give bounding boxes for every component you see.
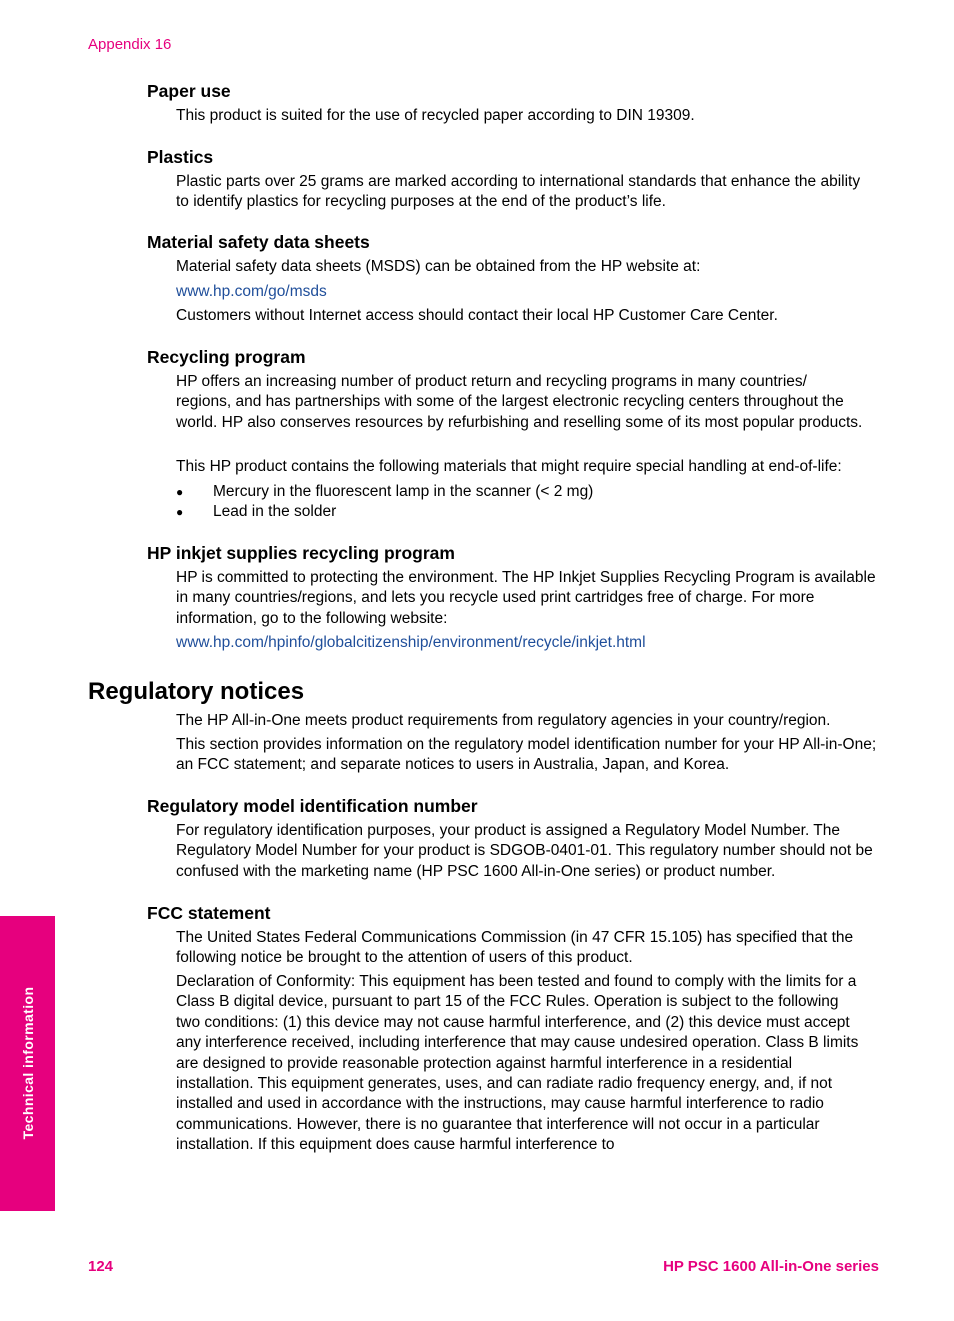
- heading-model-id: Regulatory model identification number: [147, 796, 478, 816]
- model-id-text: For regulatory identification purposes, your product is assigned a Regulatory Model Number. The Regulatory Model Number for your product is SDGOB-0401-01. This regulatory number should not be confused with the marketing name (HP PSC 1600 All-in-One series) or product number.: [176, 822, 873, 880]
- heading-regulatory-notices: Regulatory notices: [88, 678, 305, 705]
- page-number: 124: [88, 1258, 114, 1275]
- section-tab-label: Technical information: [20, 986, 36, 1140]
- recycling-materials-text: This HP product contains the following materials that might require special handling at end-of-life:: [176, 458, 842, 475]
- recycling-text: HP offers an increasing number of product return and recycling programs in many countries/ regions, and has partnerships with some of the largest electronic recycling centers throughout the world. HP also conserves resources by refurbishing and reselling some of its most popular products.: [176, 373, 863, 431]
- heading-paper-use: Paper use: [147, 81, 231, 101]
- msds-contact-text: Customers without Internet access should contact their local HP Customer Care Center.: [176, 307, 778, 324]
- list-item-text: Lead in the solder: [213, 503, 337, 520]
- inkjet-text: HP is committed to protecting the environment. The HP Inkjet Supplies Recycling Program is available in many countries/regions, and lets you recycle used print cartridges free of charge. For more information, go to the following website:: [176, 569, 876, 627]
- fcc-declaration-text: Declaration of Conformity: This equipment has been tested and found to comply with the limits for a Class B digital device, pursuant to part 15 of the FCC Rules. Operation is subject to the following two conditions: (1) this device may not cause harmful interference, and (2) this device must accept any interference received, including interference that may cause undesired operation. Class B limits are designed to provide reasonable protection against harmful interference in a residential installation. This equipment generates, uses, and can radiate radio frequency energy, and, if not installed and used in accordance with the instructions, may cause harmful interference to radio communications. However, there is no guarantee that interference will not occur in a particular installation. If this equipment does cause harmful interference to: [176, 973, 859, 1154]
- running-header: Appendix 16: [88, 36, 172, 53]
- fcc-notice-text: The United States Federal Communications Commission (in 47 CFR 15.105) has specified that the following notice be brought to the attention of users of this product.: [176, 929, 854, 967]
- inkjet-link-line: [176, 633, 888, 653]
- paper-use-text: This product is suited for the use of recycled paper according to DIN 19309.: [176, 107, 695, 124]
- footer-product-title: HP PSC 1600 All-in-One series: [663, 1258, 879, 1275]
- msds-text: Material safety data sheets (MSDS) can be obtained from the HP website at:: [176, 258, 701, 275]
- plastics-text: Plastic parts over 25 grams are marked according to international standards that enhance the ability to identify plastics for recycling purposes at the end of the product’s life.: [176, 173, 861, 211]
- heading-fcc: FCC statement: [147, 903, 271, 923]
- list-item-text: Mercury in the fluorescent lamp in the scanner (< 2 mg): [213, 483, 594, 500]
- heading-msds: Material safety data sheets: [147, 232, 370, 252]
- regulatory-scope-text: This section provides information on the regulatory model identification number for your HP All-in-One; an FCC statement; and separate notices to users in Australia, Japan, and Korea.: [176, 736, 877, 774]
- bullet-icon: ●: [176, 485, 184, 499]
- heading-inkjet-recycling: HP inkjet supplies recycling program: [147, 543, 455, 563]
- heading-plastics: Plastics: [147, 147, 214, 167]
- msds-link[interactable]: www.hp.com/go/msds: [176, 283, 327, 300]
- inkjet-link[interactable]: www.hp.com/hpinfo/globalcitizenship/environment/recycle/inkjet.html: [176, 634, 646, 651]
- bullet-icon: ●: [176, 505, 184, 519]
- heading-recycling: Recycling program: [147, 347, 306, 367]
- msds-link-line: [176, 282, 888, 302]
- regulatory-text: The HP All-in-One meets product requirements from regulatory agencies in your country/region.: [176, 712, 831, 729]
